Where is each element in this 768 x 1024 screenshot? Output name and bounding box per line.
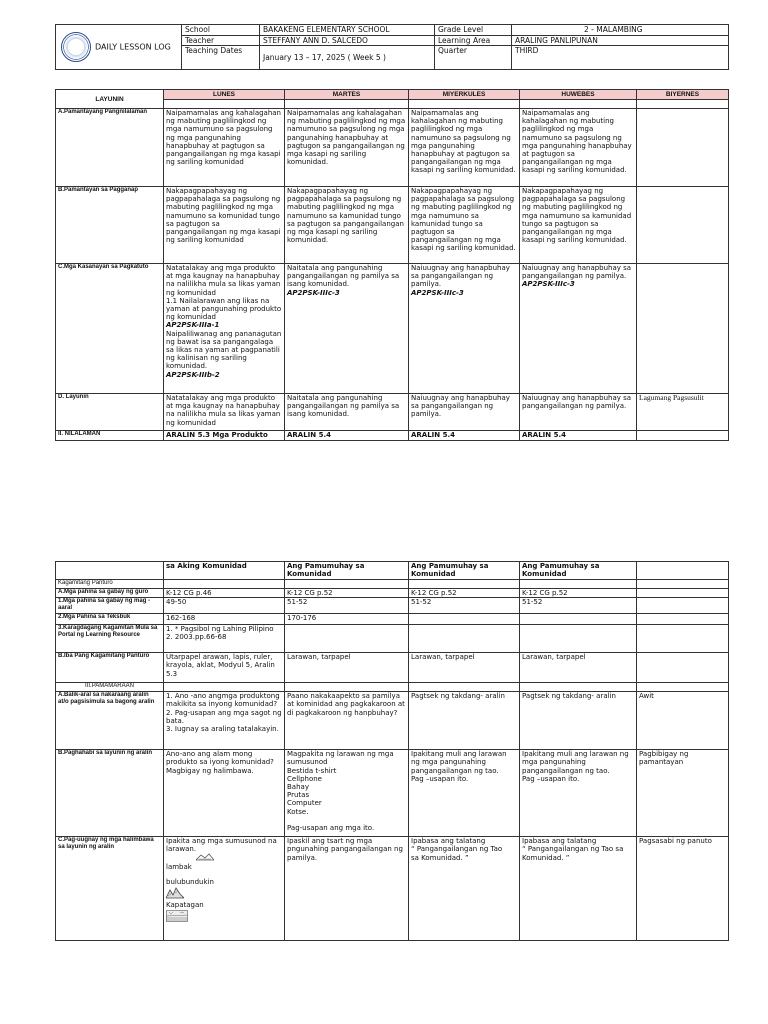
biyernes-header: BIYERNES: [637, 90, 729, 100]
cell-biyernes: Pagbibigay ng pamantayan: [637, 750, 729, 837]
cell-martes: Naitatala ang pangunahing pangangailangan ng pamilya sa isang komunidad.: [285, 394, 409, 431]
cell-huwebes: Ipakitang muli ang larawan ng mga pangunahing pangangailangan ng tao. Pag –usapan ito.: [520, 750, 637, 837]
bulubundukin-image: [166, 887, 184, 899]
cell-lunes: [164, 264, 285, 394]
cell-huwebes: Pagtsek ng takdang- aralin: [520, 692, 637, 750]
school-label: School: [182, 25, 260, 36]
huwebes-header: HUWEBES: [520, 90, 637, 100]
header-spacer: [409, 100, 520, 109]
cell-miyerkules: [409, 625, 520, 653]
lambak-image: [196, 853, 214, 861]
cell-biyernes: [637, 109, 729, 187]
row-label-pag-uugnay: C.Pag-uugnay ng mga halimbawa sa layunin ng aralin: [56, 837, 164, 941]
cell-miyerkules: Naipamamalas ang kahalagahan ng mabuting paglilingkod ng mga namumuno sa pagsulong ng mga pangunahing hanapbuhay at pagtugon sa pangangailangan ng mga kasapi ng sariling komunidad.: [409, 109, 520, 187]
school-value: BAKAKENG ELEMENTARY SCHOOL: [260, 25, 435, 36]
cell-lunes: Utarpapel arawan, lapis, ruler, krayola, aklat, Modyul 5, Aralin 5.3: [164, 653, 285, 683]
cell-lunes: Natatalakay ang mga produkto at mga kaugnay na hanapbuhay na nalilikha mula sa likas yaman ng komunidad: [164, 394, 285, 431]
cell-martes: K-12 CG p.52: [285, 589, 409, 598]
layunin-header: LAYUNIN: [56, 90, 164, 109]
cell-martes: [285, 625, 409, 653]
pictures-intro: Ipakita ang mga sumusunod na larawan.: [166, 837, 277, 854]
cell-lunes: 162-168: [164, 614, 285, 625]
cell-biyernes: [637, 614, 729, 625]
cell-biyernes: [637, 187, 729, 264]
grade-level-label: Grade Level: [435, 25, 512, 36]
row-label-karagdagang-kagamitan: 3.Karagdagang Kagamitan Mula sa Portal ng Learning Resource: [56, 625, 164, 653]
empty-cell: [520, 683, 637, 692]
row-label-pamantayang-pangnilalaman: A.Pamantayang Pangnilalaman: [56, 109, 164, 187]
cell-biyernes: [637, 264, 729, 394]
empty-cell: [285, 580, 409, 589]
cell-lunes: Ano-ano ang alam mong produkto sa iyong komunidad? Magbigay ng halimbawa.: [164, 750, 285, 837]
blank-cell: [56, 562, 164, 580]
teacher-value: STEFFANY ANN D. SALCEDO: [260, 36, 435, 46]
cell-biyernes: Awit: [637, 692, 729, 750]
empty-cell: [164, 683, 285, 692]
aralin-title-miyerkules: Ang Pamumuhay sa Komunidad: [409, 562, 520, 580]
quarter-value: THIRD: [512, 46, 729, 70]
cell-huwebes: [520, 614, 637, 625]
row-label-layunin: D. Layunin: [56, 394, 164, 431]
competency-code: AP2PSK-IIIa-1: [166, 321, 220, 330]
cell-miyerkules: Naiuugnay ang hanapbuhay sa pangangailangan ng pamilya.: [409, 394, 520, 431]
row-label-pamantayan-sa-pagganap: B.Pamantayan sa Pagganap: [56, 187, 164, 264]
cell-lunes: ARALIN 5.3 Mga Produkto: [164, 431, 285, 441]
deped-seal-icon: [61, 32, 91, 62]
section-kagamitang-panturo: Kagamitang Panturo: [56, 580, 164, 589]
kasanayan-text: Naiuugnay ang hanapbuhay sa pangangailangan ng pamilya.: [411, 264, 510, 289]
cell-biyernes: [637, 653, 729, 683]
cell-martes: Nakapagpapahayag ng pagpapahalaga sa pagsulong ng mabuting paglilingkod ng mga namumuno sa kamunidad tungo sa pagtugon sa pangangailangan ng mga kasapi ng sariling komunidad.: [285, 187, 409, 264]
cell-biyernes: [637, 625, 729, 653]
empty-cell: [637, 683, 729, 692]
miyerkules-header: MIYERKULES: [409, 90, 520, 100]
lunes-header: LUNES: [164, 90, 285, 100]
cell-miyerkules: Pagtsek ng takdang- aralin: [409, 692, 520, 750]
teaching-dates-label: Teaching Dates: [182, 46, 260, 70]
aralin-title-huwebes: Ang Pamumuhay sa Komunidad: [520, 562, 637, 580]
cell-miyerkules: ARALIN 5.4: [409, 431, 520, 441]
cell-huwebes: Larawan, tarpapel: [520, 653, 637, 683]
cell-lunes: 1. Ano -ano angmga produktong makikita sa inyong komunidad? 2. Pag-usapan ang mga sagot ng bata. 3. Iugnay sa araling tatalakayin.: [164, 692, 285, 750]
competency-code: AP2PSK-IIIc-3: [411, 288, 464, 297]
layunin-table: [55, 89, 729, 441]
row-label-gabay-ng-mag-aaral: 1.Mga pahina sa gabay ng mag - aaral: [56, 598, 164, 614]
cell-lunes: Naipamamalas ang kahalagahan ng mabuting paglilingkod ng mga namumuno sa pagsulong ng mga pangunahing hanapbuhay at pagtugon sa pangangailangan ng mga kasapi ng sariling komunidad: [164, 109, 285, 187]
cell-miyerkules: [409, 264, 520, 394]
learning-area-label: Learning Area: [435, 36, 512, 46]
kagamitan-pamamaraan-table: [55, 561, 729, 941]
cell-martes: Ipaskil ang tsart ng mga pngunahing pangangailangan ng pamilya.: [285, 837, 409, 941]
cell-martes: Larawan, tarpapel: [285, 653, 409, 683]
competency-code: AP2PSK-IIIc-3: [522, 280, 575, 289]
header-table: [55, 24, 729, 70]
quarter-label: Quarter: [435, 46, 512, 70]
cell-huwebes: ARALIN 5.4: [520, 431, 637, 441]
picture-caption-bulubundukin: bulubundukin: [166, 877, 214, 886]
cell-biyernes: [637, 589, 729, 598]
aralin-title-biyernes: [637, 562, 729, 580]
aralin-title-martes: Ang Pamumuhay sa Komunidad: [285, 562, 409, 580]
cell-miyerkules: Ipabasa ang talatang “ Pangangailangan ng Tao sa Komunidad. ”: [409, 837, 520, 941]
cell-martes: ARALIN 5.4: [285, 431, 409, 441]
header-spacer: [637, 100, 729, 109]
teaching-dates-value: January 13 – 17, 2025 ( Week 5 ): [260, 46, 435, 70]
cell-miyerkules: 51-52: [409, 598, 520, 614]
header-spacer: [285, 100, 409, 109]
cell-biyernes: [637, 431, 729, 441]
empty-cell: [637, 580, 729, 589]
empty-cell: [164, 580, 285, 589]
kasanayan-text: Naiuugnay ang hanapbuhay sa pangangailangan ng pamilya.: [522, 264, 632, 281]
row-label-gabay-ng-guro: A.Mga pahina sa gabay ng guro: [56, 589, 164, 598]
cell-miyerkules: Nakapagpapahayag ng pagpapahalaga sa pagsulong ng mabuting paglilingkod ng mga namumuno sa kamunidad tungo sa pagtugon sa pangangailangan ng mga kasapi ng sariling komunidad.: [409, 187, 520, 264]
cell-biyernes: [637, 598, 729, 614]
cell-lunes: [164, 837, 285, 941]
kasanayan-extra-text: Naipaliliwanag ang pananagutan ng bawat isa sa pangangalaga sa likas na yaman at pagpanatili ng kalinisan ng sariling komunidad.: [166, 329, 282, 371]
grade-level-value: 2 - MALAMBING: [512, 25, 729, 36]
competency-code: AP2PSK-IIIc-3: [287, 288, 340, 297]
cell-huwebes: Ipabasa ang talatang “ Pangangailangan ng Tao sa Komunidad. ”: [520, 837, 637, 941]
cell-lunes: 49-50: [164, 598, 285, 614]
cell-martes: Paano nakakaapekto sa pamilya at kominidad ang pagkakaroon at di pagkakaroon ng hanpbuhay?: [285, 692, 409, 750]
row-label-iba-pang-kagamitan: B.Iba Pang Kagamitang Panturo: [56, 653, 164, 683]
cell-lunes: K-12 CG p.46: [164, 589, 285, 598]
cell-miyerkules: K-12 CG p.52: [409, 589, 520, 598]
empty-cell: [520, 580, 637, 589]
picture-caption-lambak: lambak: [166, 862, 192, 871]
picture-caption-kapatagan: Kapatagan: [166, 901, 204, 910]
daily-lesson-log-title: DAILY LESSON LOG: [95, 42, 171, 52]
empty-cell: [409, 683, 520, 692]
competency-code: AP2PSK-IIIb-2: [166, 370, 220, 379]
cell-huwebes: [520, 264, 637, 394]
teacher-label: Teacher: [182, 36, 260, 46]
aralin-title-lunes: sa Aking Komunidad: [164, 562, 285, 580]
cell-martes: 51-52: [285, 598, 409, 614]
cell-huwebes: Nakapagpapahayag ng pagpapahalaga sa pagsulong ng mabuting paglilingkod ng mga namumuno sa kamunidad tungo sa pagtugon sa pangangailangan ng mga kasapi ng sariling komunidad.: [520, 187, 637, 264]
kasanayan-text: Natatalakay ang mga produkto at mga kaugnay na hanapbuhay na nalilikha mula sa likas yaman ng komunidad 1.1 Nailalarawan ang likas na yaman at pangunahing produkto ng komunidad: [166, 264, 282, 322]
cell-huwebes: Naipamamalas ang kahalagahan ng mabuting paglilingkod ng mga namumuno sa pagsulong ng mga pangunahing hanapbuhay at pagtugon sa pangangailangan ng mga kasapi ng sariling komunidad.: [520, 109, 637, 187]
cell-martes: Magpakita ng larawan ng mga sumusunod Bestida t-shirt Cellphone Bahay Prutas Computer Kotse. Pag-usapan ang mga ito.: [285, 750, 409, 837]
row-label-balik-aral: A.Balik-aral sa nakaraang aralin at/o pagsisimula sa bagong aralin: [56, 692, 164, 750]
row-label-teksbuk: 2.Mga Pahina sa Teksbuk: [56, 614, 164, 625]
cell-miyerkules: Larawan, tarpapel: [409, 653, 520, 683]
kapatagan-image: [166, 910, 188, 922]
row-label-mga-kasanayan: C.Mga Kasanayan sa Pagkatuto: [56, 264, 164, 394]
cell-biyernes: Pagsasabi ng panuto: [637, 837, 729, 941]
cell-huwebes: 51-52: [520, 598, 637, 614]
kasanayan-text: Naitatala ang pangunahing pangangailangan ng pamilya sa isang komunidad.: [287, 264, 400, 289]
empty-cell: [285, 683, 409, 692]
empty-cell: [409, 580, 520, 589]
header-spacer: [520, 100, 637, 109]
martes-header: MARTES: [285, 90, 409, 100]
header-spacer: [164, 100, 285, 109]
cell-miyerkules: Ipakitang muli ang larawan ng mga pangunahing pangangailangan ng tao. Pag –usapan ito.: [409, 750, 520, 837]
cell-miyerkules: [409, 614, 520, 625]
cell-lunes: Nakapagpapahayag ng pagpapahalaga sa pagsulong ng mabuting paglilingkod ng mga namumuno sa komunidad tungo sa pagtugon sa pangangailangan ng mga kasapi ng sariling komunidad: [164, 187, 285, 264]
row-label-nilalaman: II. NILALAMAN: [56, 431, 164, 441]
header-logo-cell: [56, 25, 182, 70]
cell-huwebes: [520, 625, 637, 653]
cell-biyernes: Lagumang Pagsusulit: [637, 394, 729, 431]
cell-lunes: 1. * Pagsibol ng Lahing Pilipino 2. 2003.pp.66-68: [164, 625, 285, 653]
cell-huwebes: Naiuugnay ang hanapbuhay sa pangangailangan ng pamilya.: [520, 394, 637, 431]
cell-martes: Naipamamalas ang kahalagahan ng mabuting paglilingkod ng mga namumuno sa pagsulong ng mga pangunahing hanapbuhay at pagtugon sa pangangailangan ng mga kasapi ng sariling komunidad.: [285, 109, 409, 187]
cell-martes: 170-176: [285, 614, 409, 625]
learning-area-value: ARALING PANLIPUNAN: [512, 36, 729, 46]
row-label-paghahabi: B.Paghahabi sa layunin ng aralin: [56, 750, 164, 837]
section-pamamaraan: III.PAMAMARAAN: [56, 683, 164, 692]
cell-huwebes: K-12 CG p.52: [520, 589, 637, 598]
cell-martes: [285, 264, 409, 394]
